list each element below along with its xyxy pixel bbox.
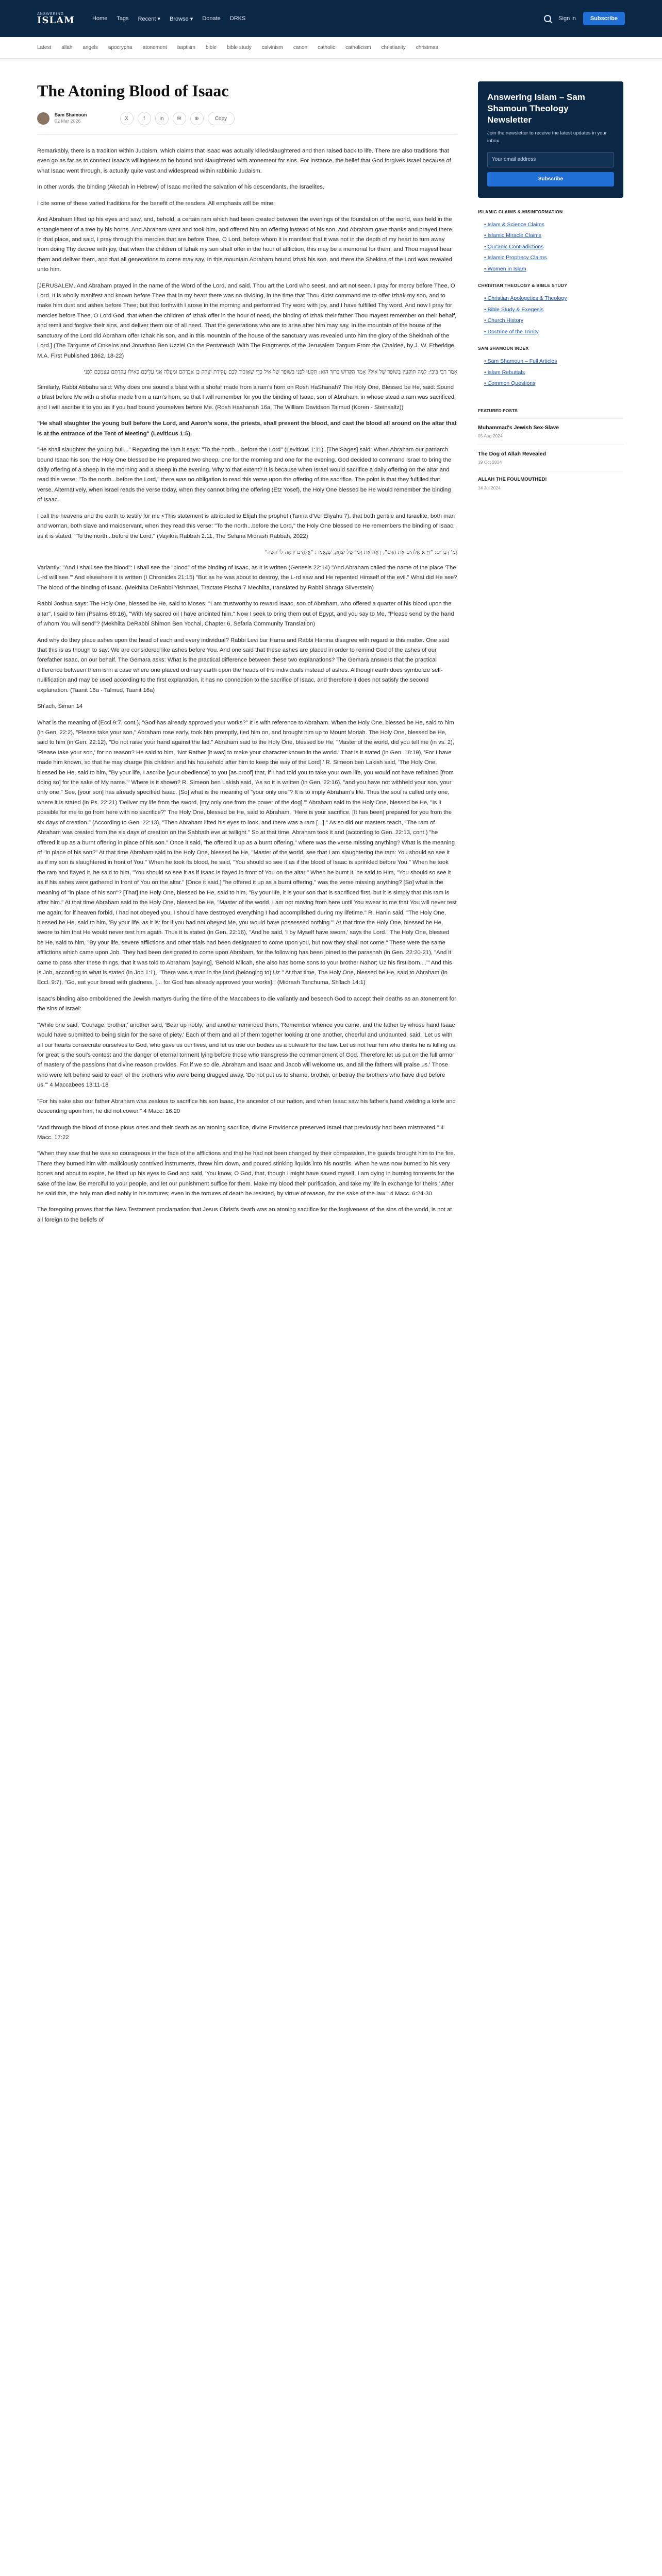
sidebar-link[interactable]: • Islam Rebuttals	[484, 367, 623, 379]
featured-title[interactable]: Muhammad's Jewish Sex-Slave	[478, 424, 559, 431]
share-facebook-icon[interactable]: f	[138, 112, 151, 125]
top-header	[0, 0, 662, 37]
paragraph: I call the heavens and the earth to testify for me <This statement is attributed to Elijah the prophet (Tanna d'Vei Eliyahu 7). that both gentile and Israelite, both man and woman, both slave and maidservant, when they read this verse: "To the north...before the Lord," the Holy One blessed be He remembers the binding of Isaac, as it is stated: "To the north...before the Lord." (Vayikra Rabbah 2:11, The Sefaria Midrash Rabbah, 2022)	[37, 513, 455, 539]
category-link[interactable]: christmas	[416, 45, 438, 50]
paragraph: Remarkably, there is a tradition within Judaism, which claims that Isaac was actually killed/slaughtered and then raised back to life. There are also traditions that even go as far as to connect Isaac's willingness to be bound and slaughtered with atonement for sins. For instance, the belief that God forgives Israel because of what Isaac went through, is actually quite vast and widespread within rabbinic Judaism.	[37, 148, 451, 174]
author-name[interactable]: Sam Shamoun	[55, 112, 87, 118]
paragraph: And Abraham lifted up his eyes and saw, and, behold, a certain ram which had been created between the evenings of the foundation of the world, was held in the entanglement of a tree by his horns. And Abraham went and took him, and offered him an offering instead of his son. And Abraham gave thanks and prayed there, in that place, and said, I pray through the mercies that are before Thee, O Lord, before whom it is manifest that it was not in the depth of my heart to turn away from doing Thy decree with joy, that when the children of Izhak my son shall offer in the hour of affliction, this may be a memorial for them; and Thou mayest hear them and deliver them, and that all generations to come may say, In this mountain Abraham bound Izhak his son, and there the Shekina of the Lord was revealed unto him.	[37, 216, 454, 273]
category-link[interactable]: calvinism	[261, 45, 283, 50]
paragraph: In other words, the binding (Akedah in Hebrew) of Isaac merited the salvation of his descendants, the Israelites.	[37, 184, 324, 191]
paragraph: Sh'ach, Siman 14	[37, 703, 83, 710]
sidebar-link[interactable]: • Islamic Prophecy Claims	[484, 252, 623, 264]
hebrew-paragraph: אָמַר רַבִּי בִּיבִי: לְמָה תּוֹקְעִין בְּשׁוֹפָר שֶׁל אַיִל? אָמַר הַקָּדוֹשׁ בָּרוּךְ הוּא: תִּקְעוּ לְפָנַי בְּשׁוֹפָר שֶׁל אַיִל כְּדֵי שֶׁאֶזְכּוֹר לָכֶם עֲקֵידַת יִצְחָק בֶּן אַבְרָהָם וּמַעֲלֶה אֲנִי עֲלֵיכֶם כְּאִילּוּ עֲקַדְתֶּם עַצְמְכֶם לְפָנַי	[84, 369, 457, 376]
paragraph: "He shall slaughter the young bull before the Lord, and Aaron's sons, the priests, shall present the blood, and cast the blood all around on the altar that is at the entrance of the Tent of Meeting" (Leviticus 1:5).	[37, 420, 457, 437]
featured-date: 14 Jul 2024	[478, 485, 501, 491]
paragraph: "He shall slaughter the young bull..." Regarding the ram it says: "To the north... before the Lord" (Leviticus 1:11). [The Sages] said: When Abraham our patriarch bound Isaac his son, the Holy One blessed be He prepared two sheep, one for the morning and one for the evening. God decided to command Israel to bring the daily offering of a sheep in the morning and a sheep in the evening. Why to that extent? It is because when Israel would sacrifice a daily offering on the altar and read this verse: "To the north...before the Lord," there was no obligation to read this verse upon the offering of the sacrifice. The point is that they fulfilled that verse. Alternatively, when Israel reads the verse today, when they cannot bring the offering (Etz Yosef), the Holy One blessed be He would remember the binding of Isaac.	[37, 447, 452, 503]
article-title: The Atoning Blood of Isaac	[37, 81, 229, 100]
category-link[interactable]: atonement	[142, 45, 167, 50]
paragraph: Similarly, Rabbi Abbahu said: Why does one sound a blast with a shofar made from a ram's horn on Rosh HaShanah? The Holy One, Blessed be He, said: Sound a blast before Me with a shofar made from a ram's horn, so that I will remember for you the binding of Isaac, son of Abraham, in whose stead a ram was sacrificed, and I will ascribe it to you as if you had bound yourselves before Me. (Rosh Hashanah 16a, The William Davidson Talmud (Koren - Steinsaltz))	[37, 384, 456, 411]
featured-title[interactable]: ALLAH THE FOULMOUTHED!	[478, 477, 547, 483]
article	[37, 59, 457, 1231]
sidebar-link[interactable]: • Islam & Science Claims	[484, 219, 623, 231]
paragraph: The foregoing proves that the New Testament proclamation that Jesus Christ's death was an atoning sacrifice for the forgiveness of the sins of the world, is not at all foreign to the beliefs of	[37, 1207, 452, 1223]
section-heading: CHRISTIAN THEOLOGY & BIBLE STUDY	[478, 283, 568, 289]
copy-link-button[interactable]: Copy	[208, 112, 235, 125]
sidebar-link[interactable]: • Women in Islam	[484, 264, 623, 275]
link-list	[478, 356, 623, 389]
newsletter-subscribe-button[interactable]: Subscribe	[487, 172, 614, 187]
paragraph: Isaac's binding also emboldened the Jewish martyrs during the time of the Maccabees to die valiantly and beseech God to accept their deaths as an atonement for the sins of Israel:	[37, 995, 456, 1012]
sidebar-link[interactable]: • Church History	[484, 315, 623, 327]
newsletter-box	[478, 81, 623, 198]
sidebar	[478, 59, 623, 1231]
share-linkedin-icon[interactable]: in	[155, 112, 169, 125]
category-bar	[0, 37, 662, 59]
newsletter-title: Answering Islam – Sam Shamoun Theology Newsletter	[487, 92, 585, 125]
site-logo[interactable]	[37, 12, 75, 25]
hebrew-paragraph: גְּמָ' דְּבָרִים: "וַיַּרְא אֱלֹהִים אֶת הַדָּם", רְאָה אֶת דָּמוֹ שֶׁל יִצְחָק, שֶׁנֶּאֱמַר: "אֱלֹהִים יִרְאֶה לּוֹ הַשֶּׂה"	[264, 549, 457, 555]
newsletter-text: Join the newsletter to receive the latest updates in your inbox.	[487, 130, 607, 144]
category-link[interactable]: baptism	[177, 45, 195, 50]
nav-home[interactable]: Home	[92, 15, 108, 22]
category-link[interactable]: catholicism	[345, 45, 371, 50]
sidebar-link[interactable]: • Common Questions	[484, 378, 623, 389]
section-heading: SAM SHAMOUN INDEX	[478, 346, 529, 351]
share-more-icon[interactable]: ⊕	[190, 112, 204, 125]
main-nav	[92, 15, 245, 22]
email-field[interactable]: Your email address	[487, 152, 614, 167]
category-link[interactable]: allah	[61, 45, 73, 50]
paragraph: What is the meaning of (Eccl 9:7, cont.), "God has already approved your works?" It is with reference to Abraham. When the Holy One, blessed be He, said to him (in Gen. 22:2), "Please take your son," Abraham rose early, took him promptly, tied him on, and brought him up to Mount Moriah. The Holy One, blessed be He, said to him (in Gen. 22:12), "Do not raise your hand against the lad." Abraham said to the Holy One, blessed be He, "Master of the world, did you tell me (in vs. 2), 'Please take your son,' for no reason? He said to him, 'Not Rather [it was] to make your character known in the world.' That is it stated (in Gen. 18:19), 'For I have made him known, so that he may charge [his children and his household after him to keep the way of the Lord].' R. Simeon ben Lakish said, 'The Holy One, blessed be He, said to him, "By your life, I ascribe [your obedience] to you [as proof] that, if I had told you to take your own life, you would not have refrained [from doing so] for the sake of My name."' Where is it shown? R. Simeon ben Lakish said, 'As so it is written (in Gen. 22:16), "and you have not withheld your son, your only one." See, [your son] has already specified Isaac. [So] what is the meaning of "your only one"? It is to imply Abraham's life. Thus the soul is called only one, where it is stated (in Ps. 22:21) 'Deliver my life from the sword, [my only one from the power of the dog].'" Abraham said to the Holy One, blessed be He, "Is it possible for me to go from here with no sacrifice?" The Holy One, blessed be He, said to Abraham, "Here is your sacrifice. [It has been] prepared for you from the six days of creation." (According to Gen. 22:13), "Then Abraham lifted his eyes to look, and there was a ram [...]." As so did our masters teach, "The ram of Abraham was created from the six days of creation on the Sabbath eve at twilight." So at that time, Abraham took it and (according to Gen. 22:13, cont.) "he offered it up as a burnt offering in place of his son." Once it said, "he offered it up as a burnt offering," where was the verse missing anything? What is the meaning of "in place of his son?" At that time Abraham said to the Holy One, blessed be He, "Master of the world, see that I am slaughtering the ram: You should so see it as if my son is slaughtered in front of You." When he took its blood, he said, "You should so see it as if the blood of Isaac is sprinkled before You." When he took the ram and flayed it, he said to him, "You should so see it as if Isaac is flayed in front of You on the altar." When he burnt it, he said to Him, "You should so see it as if his ashes were gathered in front of You on the altar." [Once it said,] "he offered it up as a burnt offering," was the verse missing anything? [So] what is the meaning of "in place of his son"? [That] the Holy One, blessed be He, said to him, "By your life, it is your son that is sacrificed first, but it is simply that this ram is after him." At that time Abraham said to the Holy One, blessed be He, "Master of the world, I am not moving from here until You swear to me that You will never test me again; for if heaven forbid, I had not obeyed you, I should have destroyed everything I had accomplished during my lifetime." R. Hanin said, "The Holy One, blessed be He, said to him, 'By your life, as it is: for if you had not obeyed Me, you would have possessed nothing.'" At that time the Holy One, blessed be He, swore to him that He would never test him again. Thus it is stated (in Gen. 22:16), "And he said, 'I by Myself have sworn,' says the Lord." The Holy One, blessed be He, said to him, "By your life, severe afflictions and other trials had been designated to come upon you, but now they shall not come." These were the same afflictions which came upon Job. They had been designated to come upon Abraham, for the following has been joined to the parashah (in Gen. 22:20-21), "And it came to pass after these things, that it was told to Abraham [saying], 'Behold Milcah, she also has borne sons to your brother Nahor; Uz his first-born....'" And this is Job, according to what is stated (in Job 1:1), "There was a man in the land (belonging to) Uz." At that time, The Holy One, blessed be He, said to Abraham (in Eccl. 9:7), "Go, eat your bread with gladness, [... for God has already approved your works]." (Midrash Tanchuma, Sh'lach 14:1)	[37, 719, 457, 986]
link-list	[478, 293, 623, 337]
featured-post[interactable]	[478, 471, 623, 497]
paragraph: "When they saw that he was so courageous in the face of the afflictions and that he had not been changed by their compassion, the guards brought him to the fire. There they burned him with maliciously contrived instruments, threw him down, and poured stinking liquids into his nostrils. When he was now burned to his very bones and about to expire, he lifted up his eyes to God and said, 'You know, O God, that, though I might have saved myself, I am dying in burning torments for the sake of the law. Be merciful to your people, and let our punishment suffice for them. Make my blood their purification, and take my life in exchange for theirs.' After he said this, the holy man died nobly in his tortures; even in the tortures of death he resisted, by virtue of reason, for the sake of the law." 4 Macc. 6:24-30	[37, 1150, 455, 1197]
nav-drks[interactable]: DRKS	[229, 15, 246, 22]
featured-post[interactable]	[478, 418, 623, 445]
category-link[interactable]: bible	[205, 45, 217, 50]
share-bar	[120, 112, 235, 125]
paragraph: And why do they place ashes upon the head of each and every individual? Rabbi Levi bar Hama and Rabbi Hanina disagree with regard to this matter. One said that this is as though to say: We are considered like ashes before You. And one said that these ashes are placed in order to remind God of the ashes of our forefather Isaac, on our behalf. The Gemara asks: What is the practical difference between these two explanations? The Gemara answers that the practical difference between them is in a case where one placed ordinary earth upon the heads of the individuals instead of ashes. Although earth does symbolize self-nullification and may be used according to the first explanation, it has no connection to the sacrifice of Isaac, and therefore it does not satisfy the second explanation. (Taanit 16a - Talmud, Taanit 16a)	[37, 637, 450, 693]
nav-browse[interactable]: Browse ▾	[170, 15, 193, 22]
article-body	[37, 146, 457, 1225]
share-email-icon[interactable]: ✉	[173, 112, 186, 125]
sidebar-link[interactable]: • Christian Apologetics & Theology	[484, 293, 623, 304]
section-heading: ISLAMIC CLAIMS & MISINFORMATION	[478, 209, 563, 214]
paragraph: Variantly: "And I shall see the blood": I shall see the "blood" of the binding of Isaac, as it is written (Genesis 22:14) "And Abraham called the name of the place 'The L-rd will see.'" And elsewhere it is written (I Chronicles 21:15) "But as he was about to destroy, the L-rd saw and He repented Himself of the evil." What did He see? The blood of the binding of Isaac. (Mekhilta DeRabbi Yishmael, Tractate Pischa 7 Mechilta, translated by Rabbi Shraga Silverstein)	[37, 565, 457, 591]
paragraph: "For his sake also our father Abraham was zealous to sacrifice his son Isaac, the ancestor of our nation, and when Isaac saw his father's hand wielding a knife and descending upon him, he did not cower." 4 Macc. 16:20	[37, 1098, 456, 1115]
nav-donate[interactable]: Donate	[202, 15, 221, 22]
logo-big-text: ISLAM	[37, 14, 75, 26]
sign-in-link[interactable]: Sign in	[558, 15, 576, 22]
search-icon[interactable]	[544, 15, 551, 22]
paragraph: I cite some of these varied traditions for the benefit of the readers. All emphasis will be mine.	[37, 200, 275, 207]
featured-title[interactable]: The Dog of Allah Revealed	[478, 451, 547, 457]
share-x-icon[interactable]: X	[120, 112, 134, 125]
sidebar-link[interactable]: • Bible Study & Exegesis	[484, 304, 623, 316]
paragraph: "While one said, 'Courage, brother,' another said, 'Bear up nobly,' and another reminded them, 'Remember whence you came, and the father by whose hand Isaac would have submitted to being slain for the sake of piety.' Each of them and all of them together looking at one another, cheerful and undaunted, said, 'Let us with all our hearts consecrate ourselves to God, who gave us our lives, and let us use our bodies as a bulwark for the law. Let us not fear him who thinks he is killing us, for great is the soul's contest and the danger of eternal torment lying before those who transgress the commandment of God. Therefore let us put on the full armor of mastery of the passions that divine reason provides. For if we so die, Abraham and Isaac and Jacob will welcome us, and all the fathers will praise us.' Those who were left behind said to each of the brothers who were being dragged away, 'Do not put us to shame, brother, or betray the brothers who have died before us.'" 4 Maccabees 13:11-18	[37, 1022, 457, 1089]
logo-small-text: ANSWERING	[37, 12, 64, 16]
subscribe-button[interactable]: Subscribe	[583, 12, 625, 25]
category-link[interactable]: christianity	[381, 45, 406, 50]
byline	[37, 112, 457, 125]
publish-date: 02 Mar 2026	[55, 118, 81, 124]
divider	[37, 134, 457, 135]
featured-date: 19 Oct 2024	[478, 460, 502, 465]
sidebar-link[interactable]: • Sam Shamoun – Full Articles	[484, 356, 623, 367]
nav-recent[interactable]: Recent ▾	[138, 15, 160, 22]
sidebar-link[interactable]: • Islamic Miracle Claims	[484, 230, 623, 242]
category-link[interactable]: catholic	[318, 45, 336, 50]
featured-date: 05 Aug 2024	[478, 433, 503, 439]
category-link[interactable]: apocrypha	[108, 45, 133, 50]
link-list	[478, 219, 623, 275]
featured-post[interactable]	[478, 445, 623, 471]
paragraph: Rabbi Joshua says: The Holy One, blessed be He, said to Moses, "I am trustworthy to reward Isaac, son of Abraham, who offered a quarter of his blood upon the altar", I said to him (Psalms 89:16), "With My sacred oil I have anointed him." Now I seek to bring them out of Egypt, and you say to Me, "Please send by the hand of whom You will send"? (Mekhilta DeRabbi Shimon Ben Yochai, Chapter 6, Sefaria Community Translation)	[37, 601, 454, 628]
sidebar-link[interactable]: • Qur'anic Contradictions	[484, 242, 623, 253]
paragraph: "And through the blood of those pious ones and their death as an atoning sacrifice, divine Providence preserved Israel that previously had been mistreated." 4 Macc. 17:22	[37, 1124, 444, 1141]
featured-heading: FEATURED POSTS	[478, 408, 518, 413]
category-link[interactable]: canon	[293, 45, 308, 50]
nav-tags[interactable]: Tags	[117, 15, 129, 22]
category-link[interactable]: Latest	[37, 45, 52, 50]
paragraph: [JERUSALEM. And Abraham prayed in the name of the Word of the Lord, and said, Thou art the Lord who seest, and art not seen. I pray for mercy before Thee, O Lord. It is wholly manifest and known before Thee that in my heart there was no dividing, in the time that Thou didst command me to offer Izhak my son, and to make him dust and ashes before Thee; but that forthwith I arose in the morning and performed Thy word with joy, and I have fulfilled Thy word. And now I pray for mercies before Thee, O Lord God, that when the children of Izhak offer in the hour of need, the binding of Izhak their father Thou mayest remember on their behalf, and remit and forgive their sins, and deliver them out of all need. That the generations who are to arise after him may say, In the mountain of the house of the sanctuary of the Lord did Abraham offer Izhak his son, and in this mountain of the house of the sanctuary was revealed unto him the glory of the Shekinah of the Lord.] (The Targums of Onkelos and Jonathan Ben Uzziel On the Pentateuch With The Fragments of the Jerusalem Targum From the Chaldee, by J. W. Etheridge, M.A. First Published 1862, 18-22)	[37, 282, 457, 359]
category-link[interactable]: bible study	[226, 45, 252, 50]
sidebar-link[interactable]: • Doctrine of the Trinity	[484, 327, 623, 338]
author-avatar[interactable]	[37, 112, 49, 125]
category-link[interactable]: angels	[82, 45, 98, 50]
